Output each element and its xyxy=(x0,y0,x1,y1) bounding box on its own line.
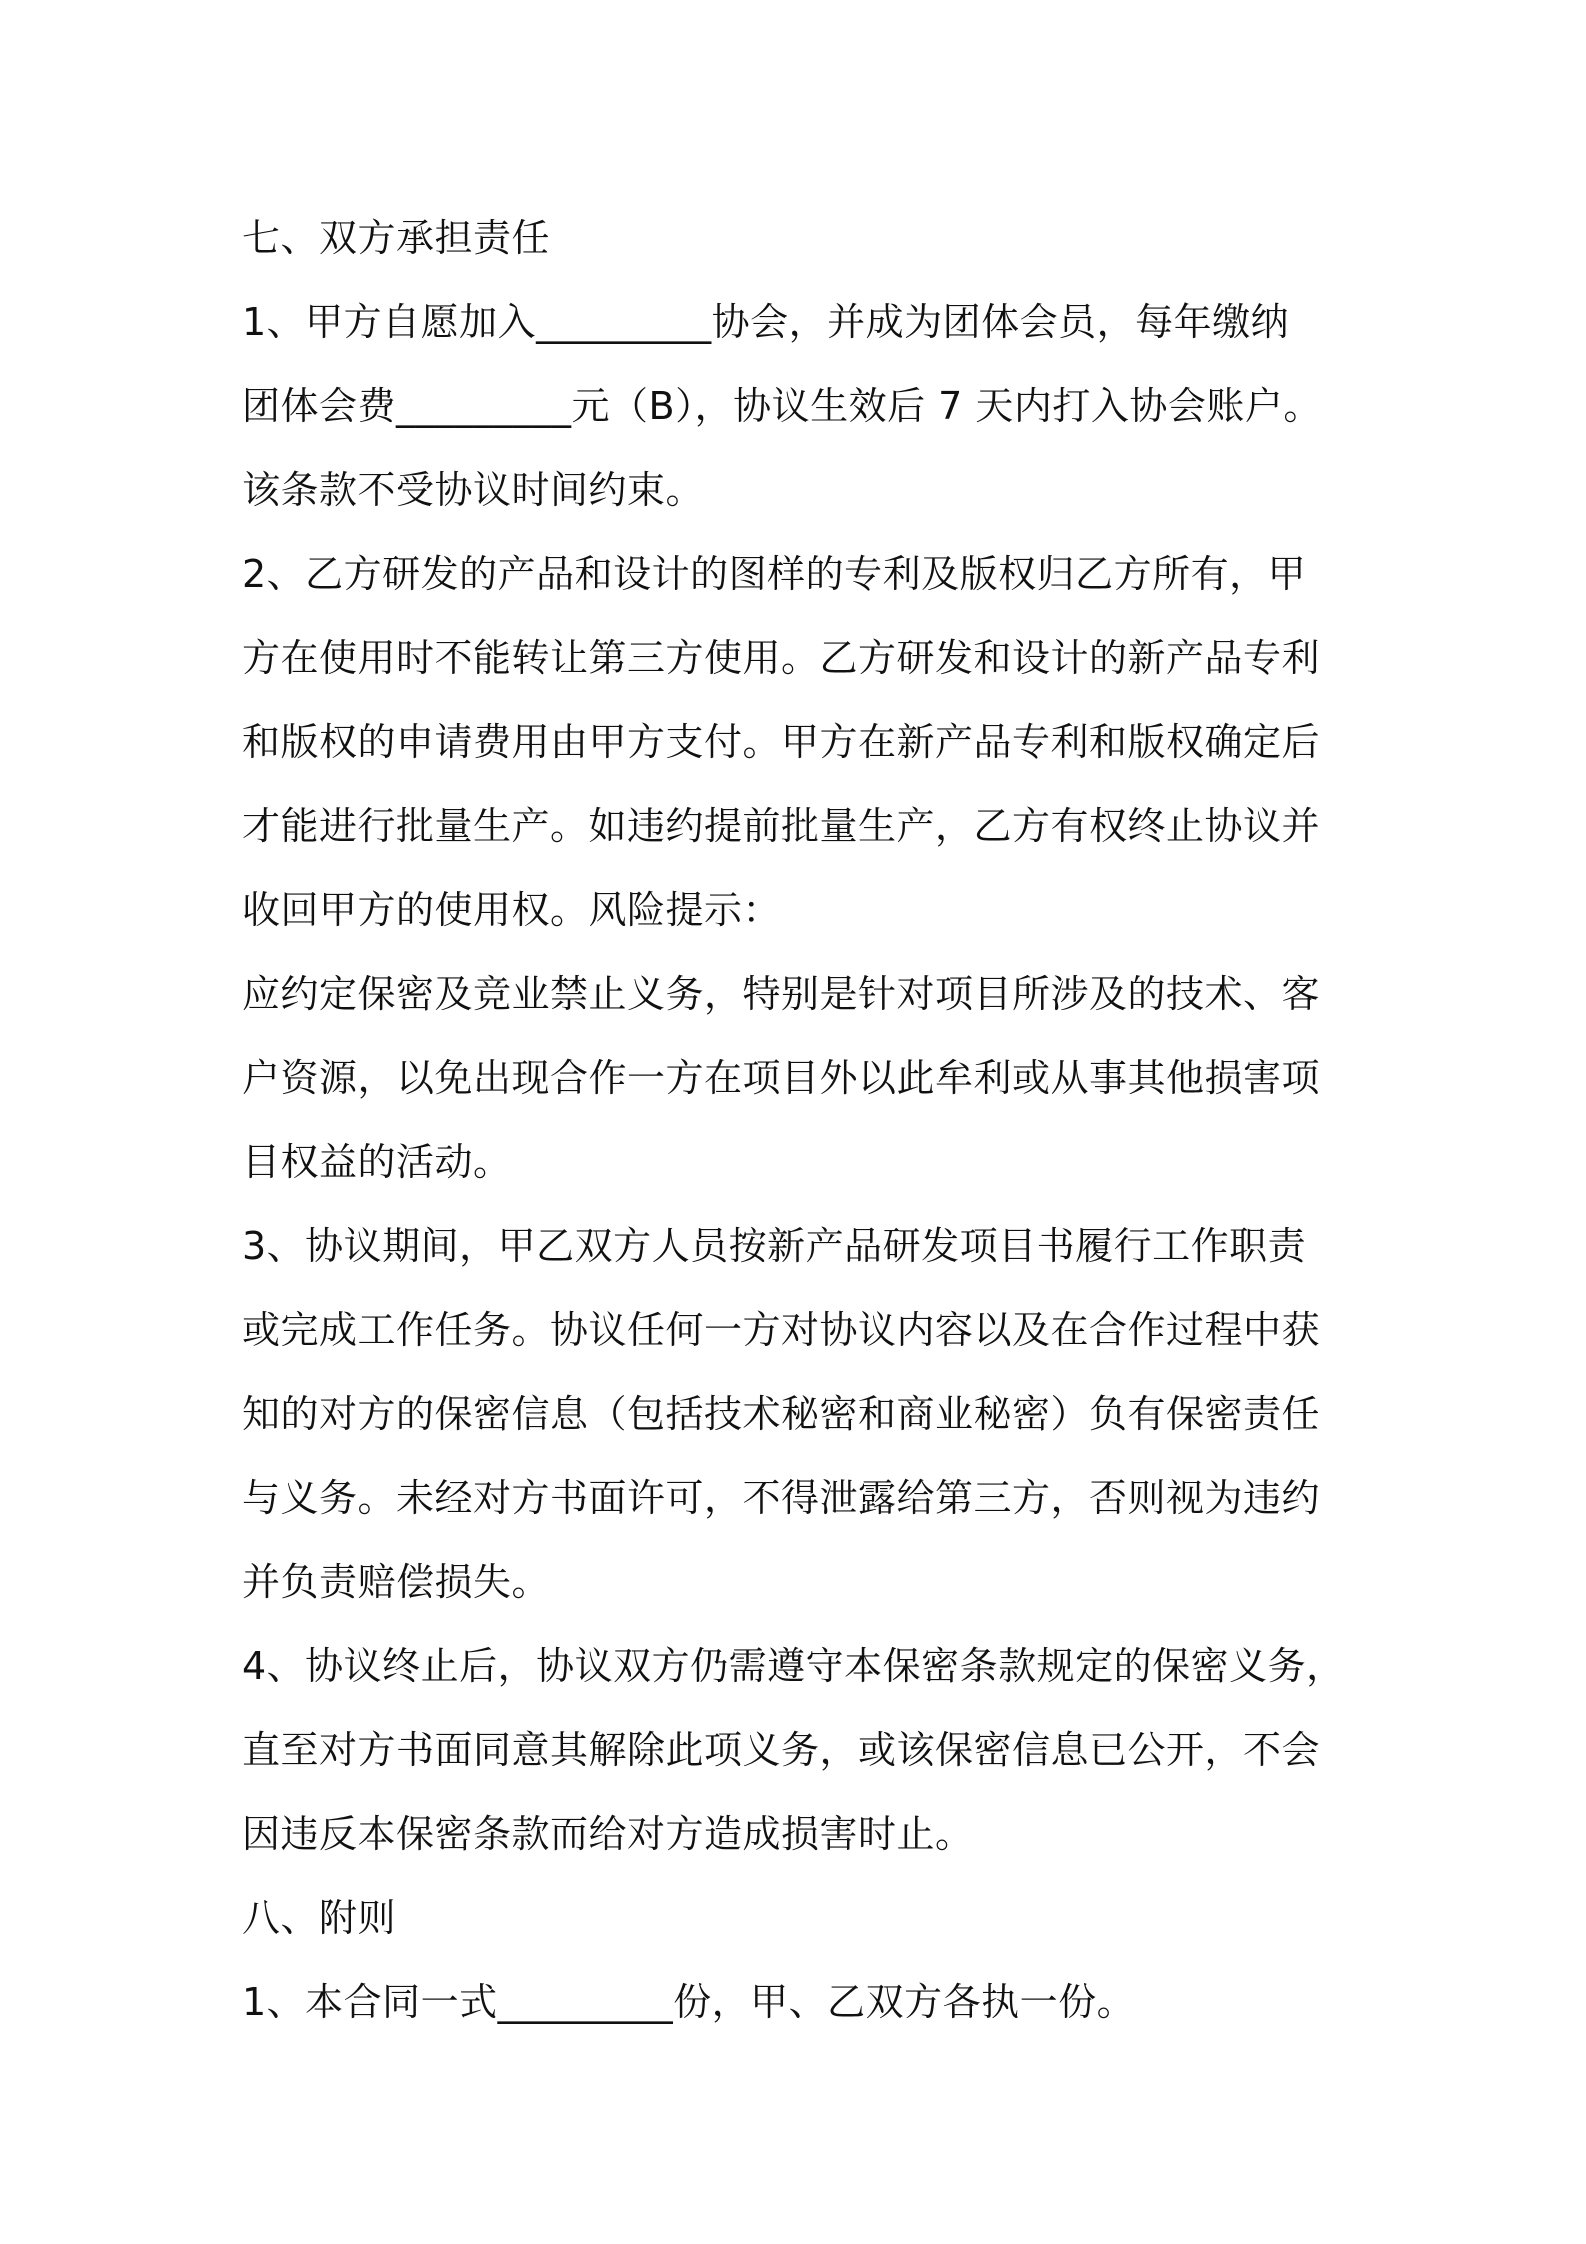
clause-7-2-line-4: 才能进行批量生产。如违约提前批量生产，乙方有权终止协议并 xyxy=(242,804,1321,848)
clause-7-1-line-3: 该条款不受协议时间约束。 xyxy=(242,468,705,512)
clause-7-3-line-1: 3、协议期间，甲乙双方人员按新产品研发项目书履行工作职责 xyxy=(242,1224,1307,1268)
clause-7-4-line-3: 因违反本保密条款而给对方造成损害时止。 xyxy=(242,1812,974,1856)
risk-note-line-1: 应约定保密及竞业禁止义务，特别是针对项目所涉及的技术、客 xyxy=(242,972,1321,1016)
clause-7-4-line-1: 4、协议终止后，协议双方仍需遵守本保密条款规定的保密义务， xyxy=(242,1644,1345,1688)
clause-8-1-line-1: 1、本合同一式_________份，甲、乙双方各执一份。 xyxy=(242,1980,1136,2024)
clause-7-4-line-2: 直至对方书面同意其解除此项义务，或该保密信息已公开，不会 xyxy=(242,1728,1321,1772)
clause-7-3-line-5: 并负责赔偿损失。 xyxy=(242,1560,551,1604)
clause-7-3-line-4: 与义务。未经对方书面许可，不得泄露给第三方，否则视为违约 xyxy=(242,1476,1321,1520)
clause-7-1-line-1: 1、甲方自愿加入_________协会，并成为团体会员，每年缴纳 xyxy=(242,300,1290,344)
section-heading-8: 八、附则 xyxy=(242,1896,397,1940)
document-body xyxy=(242,196,1362,2044)
risk-note-line-2: 户资源，以免出现合作一方在项目外以此牟利或从事其他损害项 xyxy=(242,1056,1321,1100)
section-heading-7: 七、双方承担责任 xyxy=(242,216,551,260)
clause-7-2-line-5: 收回甲方的使用权。风险提示： xyxy=(242,888,782,932)
clause-7-3-line-2: 或完成工作任务。协议任何一方对协议内容以及在合作过程中获 xyxy=(242,1308,1321,1352)
clause-7-2-line-2: 方在使用时不能转让第三方使用。乙方研发和设计的新产品专利 xyxy=(242,636,1321,680)
clause-7-2-line-3: 和版权的申请费用由甲方支付。甲方在新产品专利和版权确定后 xyxy=(242,720,1321,764)
clause-7-1-line-2: 团体会费_________元（B），协议生效后 7 天内打入协会账户。 xyxy=(242,384,1322,428)
risk-note-line-3: 目权益的活动。 xyxy=(242,1140,512,1184)
clause-7-2-line-1: 2、乙方研发的产品和设计的图样的专利及版权归乙方所有，甲 xyxy=(242,552,1307,596)
clause-7-3-line-3: 知的对方的保密信息（包括技术秘密和商业秘密）负有保密责任 xyxy=(242,1392,1321,1436)
